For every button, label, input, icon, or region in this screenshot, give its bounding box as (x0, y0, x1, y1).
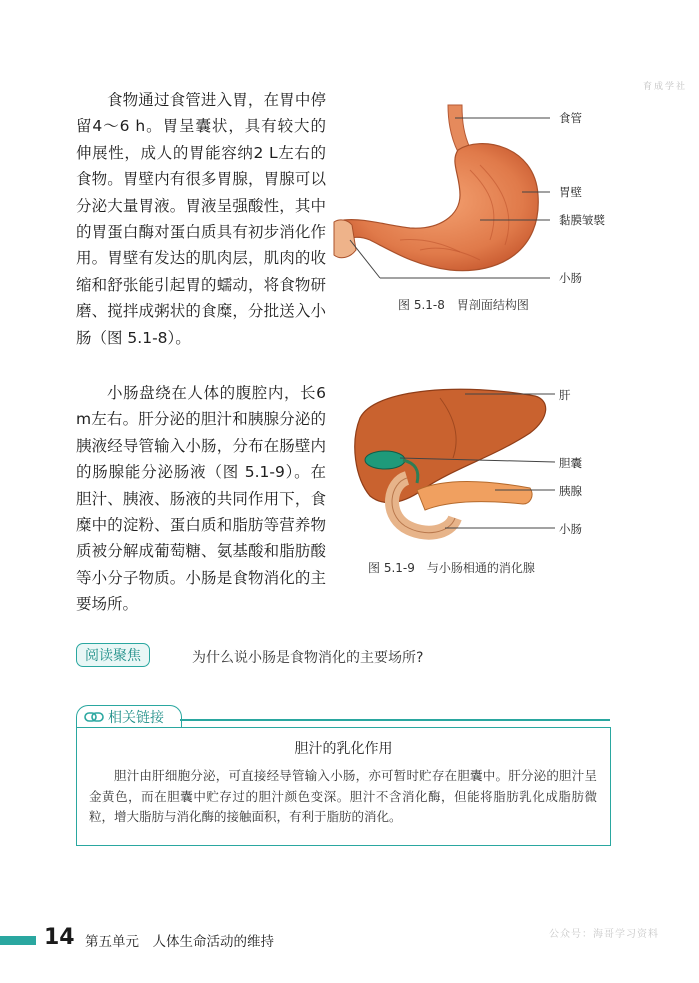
related-link-title: 胆汁的乳化作用 (294, 741, 393, 757)
figure1-caption: 图 5.1-8 胃剖面结构图 (398, 298, 529, 312)
related-link-header (84, 707, 164, 727)
related-link-label: 相关链接 (108, 710, 164, 726)
corner-mark: 育成学社 (642, 82, 687, 92)
figure2-caption: 图 5.1-9 与小肠相通的消化腺 (368, 561, 535, 575)
stomach-illustration (330, 100, 550, 290)
paragraph-small-intestine (76, 380, 326, 618)
page-number: 14 (44, 925, 75, 950)
paragraph-stomach (76, 87, 326, 351)
paragraph-text: 食物通过食管进入胃，在胃中停留4～6 h。胃呈囊状，具有较大的伸展性，成人的胃能容纳2 L左右的食物。胃壁内有很多胃腺，胃腺可以分泌大量胃液。胃液呈强酸性，其中的胃蛋白酶对蛋白质具有初步消化作用。胃壁有发达的肌肉层，肌肉的收缩和舒张能引起胃的蠕动，将食物研磨、搅拌成粥状的食糜，分批送入小肠（图 5.1-8）。 (76, 91, 326, 347)
label-stomach-wall: 胃壁 (559, 185, 582, 199)
related-link-body: 胆汁由肝细胞分泌，可直接经导管输入小肠，亦可暂时贮存在胆囊中。肝分泌的胆汁呈金黄色，而在胆囊中贮存过的胆汁颜色变深。胆汁不含消化酶，但能将脂肪乳化成脂肪微粒，增大脂肪与消化酶的接触面积，有利于脂肪的消化。 (89, 768, 597, 824)
label-small-intestine-1: 小肠 (559, 271, 582, 285)
paragraph-text: 小肠盘绕在人体的腹腔内，长6 m左右。肝分泌的胆汁和胰腺分泌的胰液经导管输入小肠，分布在肠壁内的肠腺能分泌肠液（图 5.1-9）。在胆汁、胰液、肠液的共同作用下，食糜中的淀粉、蛋白质和脂肪等营养物质被分解成葡萄糖、氨基酸和脂肪酸等小分子物质。小肠是食物消化的主要场所。 (76, 384, 326, 614)
reading-question: 为什么说小肠是食物消化的主要场所? (192, 650, 424, 666)
label-pancreas: 胰腺 (559, 484, 582, 498)
digestive-glands-illustration (345, 378, 555, 548)
label-small-intestine-2: 小肠 (559, 522, 582, 536)
label-liver: 肝 (559, 388, 571, 402)
footer-accent-bar (0, 936, 36, 945)
reading-focus-tag: 阅读聚焦 (76, 643, 150, 667)
related-link-tab-line (180, 719, 610, 721)
label-gallbladder: 胆囊 (559, 456, 582, 470)
unit-title: 第五单元 人体生命活动的维持 (85, 934, 274, 950)
label-mucosal-folds: 黏膜皱襞 (559, 213, 605, 227)
watermark: 公众号：海哥学习资料 (549, 929, 659, 940)
label-esophagus: 食管 (559, 111, 582, 125)
link-icon (84, 710, 104, 724)
related-link-box (76, 727, 611, 846)
